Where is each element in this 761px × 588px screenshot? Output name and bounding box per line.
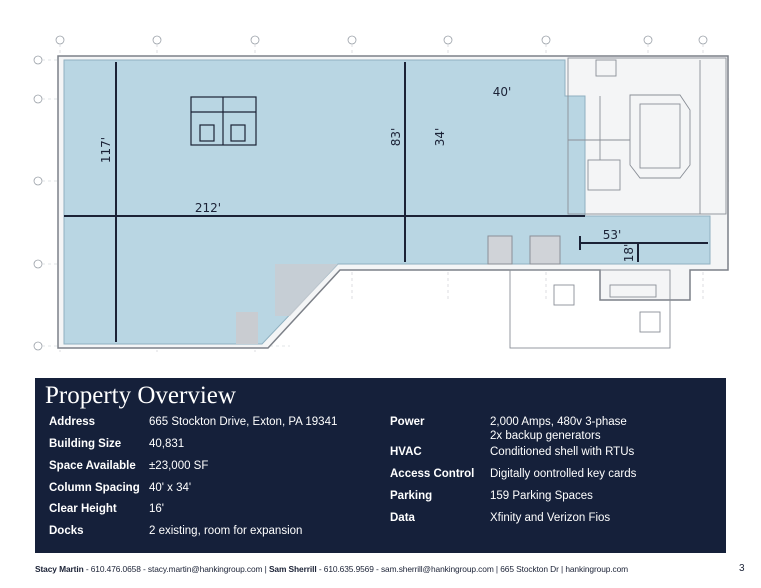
contact-2-name: Sam Sherrill: [268, 564, 317, 574]
label-parking: Parking: [390, 490, 433, 502]
dim-117: 117': [99, 136, 113, 164]
label-access-control: Access Control: [390, 468, 475, 480]
dim-40: 40': [492, 85, 512, 99]
value-docks: 2 existing, room for expansion: [149, 525, 303, 537]
value-power-generators: 2x backup generators: [490, 430, 601, 442]
label-docks: Docks: [49, 525, 84, 537]
contact-1-details[interactable]: - 610.476.0658 - stacy.martin@hankingroup.com |: [83, 564, 269, 574]
value-building-size: 40,831: [149, 438, 185, 450]
label-hvac: HVAC: [390, 446, 422, 458]
label-power: Power: [390, 416, 425, 428]
value-parking: 159 Parking Spaces: [490, 490, 593, 502]
value-clear-height: 16': [149, 503, 164, 515]
value-address: 665 Stockton Drive, Exton, PA 19341: [149, 416, 338, 428]
value-space-available: ±23,000 SF: [149, 460, 209, 472]
dim-34: 34': [433, 127, 447, 147]
label-space-available: Space Available: [49, 460, 136, 472]
dim-53: 53': [602, 228, 622, 242]
contact-1-name: Stacy Martin: [35, 564, 84, 574]
label-building-size: Building Size: [49, 438, 122, 450]
overview-title: Property Overview: [45, 382, 236, 409]
label-clear-height: Clear Height: [49, 503, 117, 515]
property-overview-panel: [35, 378, 726, 553]
value-hvac: Conditioned shell with RTUs: [490, 446, 635, 458]
value-data: Xfinity and Verizon Fios: [490, 512, 611, 524]
value-column-spacing: 40' x 34': [149, 482, 192, 494]
label-data: Data: [390, 512, 415, 524]
footer-contacts: [35, 564, 726, 574]
contact-2-details[interactable]: - 610.635.9569 - sam.sherrill@hankingroup.com | 665 Stockton Dr | hankingroup.com: [316, 564, 629, 574]
value-access-control: Digitally oontrolled key cards: [490, 468, 637, 480]
page-number: 3: [739, 563, 745, 574]
value-power: 2,000 Amps, 480v 3-phase: [490, 416, 627, 428]
dim-83: 83': [389, 127, 403, 147]
dim-18: 18': [622, 243, 636, 263]
label-address: Address: [49, 416, 96, 428]
dim-212: 212': [194, 201, 222, 215]
label-column-spacing: Column Spacing: [49, 482, 140, 494]
